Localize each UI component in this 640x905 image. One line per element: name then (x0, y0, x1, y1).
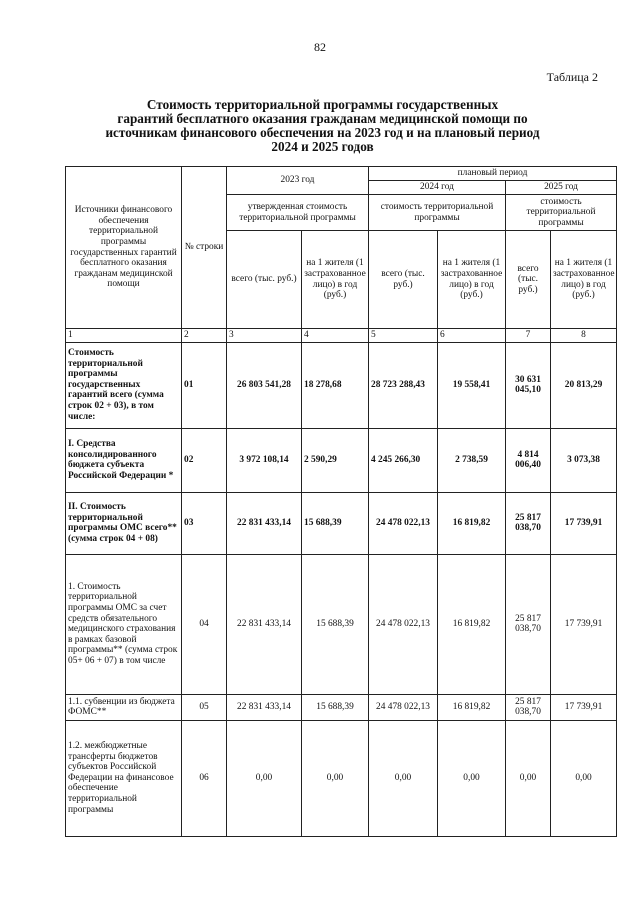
row-no: 02 (182, 428, 227, 492)
total-2023: 26 803 541,28 (227, 342, 302, 428)
total-2024: 24 478 022,13 (369, 694, 438, 720)
row-no: 04 (182, 554, 227, 694)
row-no: 01 (182, 342, 227, 428)
column-number: 5 (369, 329, 438, 343)
row-name: 1.2. межбюджетные трансферты бюджетов субъектов Российской Федерации на финансовое обеспечение территориальной программы (66, 720, 182, 836)
header-cost-2025: стоимость территориальной программы (506, 195, 617, 231)
header-per-capita-2025: на 1 жителя (1 застрахованное лицо) в год (руб.) (551, 231, 617, 329)
header-2023: 2023 год (227, 167, 369, 195)
row-name: 1. Стоимость территориальной программы ОМС за счет средств обязательного медицинского страхования в рамках базовой программы** (сумма строк 05+ 06 + 07) в том числе (66, 554, 182, 694)
column-number: 8 (551, 329, 617, 343)
per-capita-2023: 15 688,39 (302, 554, 369, 694)
per-capita-2025: 17 739,91 (551, 492, 617, 554)
title-line: источникам финансового обеспечения на 2023 год и на плановый период (105, 125, 540, 140)
header-per-capita-2024: на 1 жителя (1 застрахованное лицо) в год (руб.) (438, 231, 506, 329)
column-number: 3 (227, 329, 302, 343)
row-name: I. Средства консолидированного бюджета субъекта Российской Федерации * (66, 428, 182, 492)
per-capita-2025: 20 813,29 (551, 342, 617, 428)
row-name: 1.1. субвенции из бюджета ФОМС** (66, 694, 182, 720)
header-approved-cost: утвержденная стоимость территориальной программы (227, 195, 369, 231)
total-2025: 0,00 (506, 720, 551, 836)
document-title (60, 98, 585, 154)
row-no: 05 (182, 694, 227, 720)
total-2024: 0,00 (369, 720, 438, 836)
header-total-2024: всего (тыс. руб.) (369, 231, 438, 329)
per-capita-2023: 15 688,39 (302, 492, 369, 554)
header-2024: 2024 год (369, 181, 506, 195)
total-2025: 25 817 038,70 (506, 492, 551, 554)
column-number: 4 (302, 329, 369, 343)
row-name: Стоимость территориальной программы государственных гарантий всего (сумма строк 02 + 03), в том числе: (66, 342, 182, 428)
header-cost-2024: стоимость территориальной программы (369, 195, 506, 231)
table-row (66, 342, 617, 428)
total-2023: 22 831 433,14 (227, 694, 302, 720)
row-no: 03 (182, 492, 227, 554)
total-2023: 22 831 433,14 (227, 492, 302, 554)
row-no: 06 (182, 720, 227, 836)
title-line: Стоимость территориальной программы государственных (146, 97, 499, 112)
total-2023: 3 972 108,14 (227, 428, 302, 492)
header-total-2025: всего (тыс. руб.) (506, 231, 551, 329)
per-capita-2025: 3 073,38 (551, 428, 617, 492)
total-2024: 24 478 022,13 (369, 492, 438, 554)
per-capita-2025: 17 739,91 (551, 694, 617, 720)
total-2025: 30 631 045,10 (506, 342, 551, 428)
per-capita-2023: 15 688,39 (302, 694, 369, 720)
total-2025: 4 814 006,40 (506, 428, 551, 492)
header-per-capita-2023: на 1 жителя (1 застрахованное лицо) в год (руб.) (302, 231, 369, 329)
table-row (66, 554, 617, 694)
per-capita-2025: 0,00 (551, 720, 617, 836)
table-row (66, 492, 617, 554)
column-number: 1 (66, 329, 182, 343)
financing-table (65, 166, 617, 837)
total-2024: 28 723 288,43 (369, 342, 438, 428)
table-label: Таблица 2 (546, 70, 598, 84)
title-line: гарантий бесплатного оказания гражданам медицинской помощи по (117, 111, 528, 126)
total-2024: 24 478 022,13 (369, 554, 438, 694)
header-source: Источники финансового обеспечения территориальной программы государственных гарантий бесплатного оказания гражданам медицинской помощи (66, 167, 182, 329)
header-total-2023: всего (тыс. руб.) (227, 231, 302, 329)
header-planned-period: плановый период (369, 167, 617, 181)
per-capita-2024: 19 558,41 (438, 342, 506, 428)
table-row (66, 720, 617, 836)
table-row (66, 428, 617, 492)
total-2025: 25 817 038,70 (506, 694, 551, 720)
per-capita-2023: 18 278,68 (302, 342, 369, 428)
per-capita-2024: 16 819,82 (438, 492, 506, 554)
total-2024: 4 245 266,30 (369, 428, 438, 492)
header-2025: 2025 год (506, 181, 617, 195)
per-capita-2024: 2 738,59 (438, 428, 506, 492)
column-number: 2 (182, 329, 227, 343)
title-line: 2024 и 2025 годов (271, 139, 374, 154)
per-capita-2023: 0,00 (302, 720, 369, 836)
table-row (66, 694, 617, 720)
page-number: 82 (314, 40, 326, 54)
per-capita-2025: 17 739,91 (551, 554, 617, 694)
per-capita-2024: 16 819,82 (438, 694, 506, 720)
total-2025: 25 817 038,70 (506, 554, 551, 694)
per-capita-2024: 0,00 (438, 720, 506, 836)
header-row-no: № строки (182, 167, 227, 329)
per-capita-2023: 2 590,29 (302, 428, 369, 492)
total-2023: 0,00 (227, 720, 302, 836)
row-name: II. Стоимость территориальной программы ОМС всего** (сумма строк 04 + 08) (66, 492, 182, 554)
column-number: 6 (438, 329, 506, 343)
per-capita-2024: 16 819,82 (438, 554, 506, 694)
column-number: 7 (506, 329, 551, 343)
total-2023: 22 831 433,14 (227, 554, 302, 694)
